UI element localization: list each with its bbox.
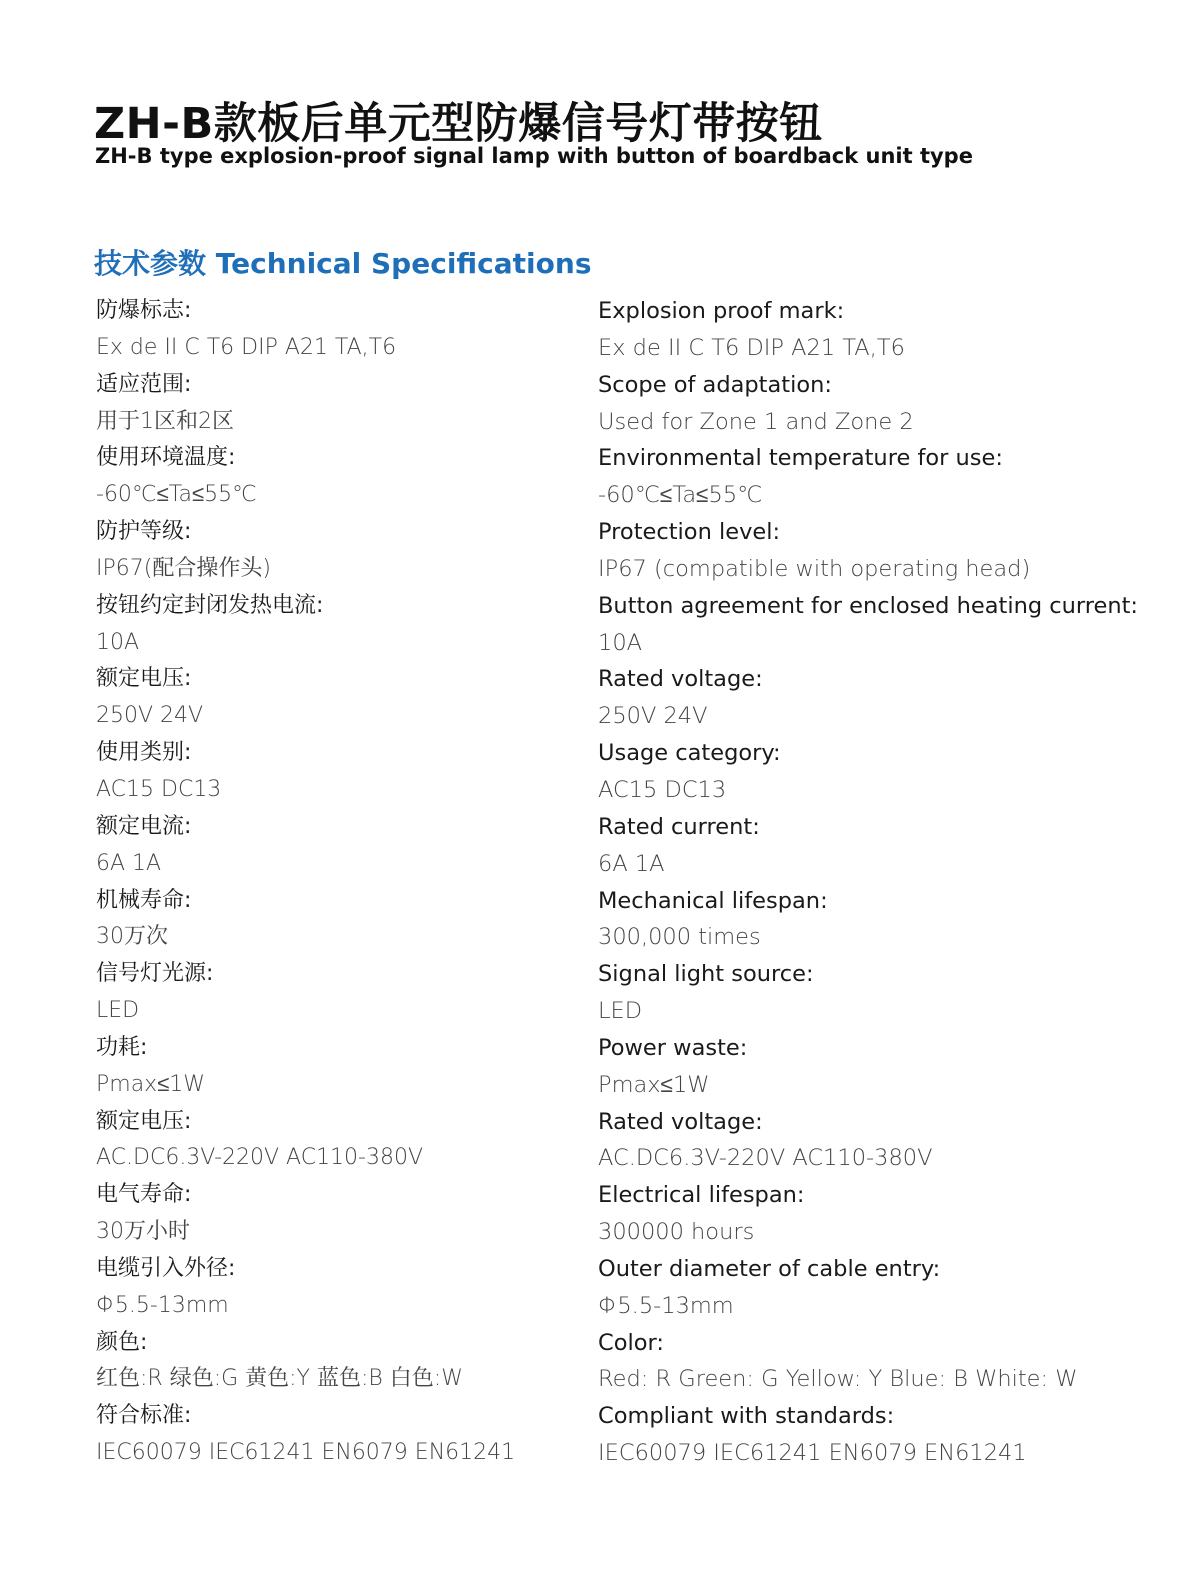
- spec-value: LED: [598, 998, 643, 1025]
- spec-row: [598, 293, 1188, 367]
- spec-row: [96, 293, 656, 367]
- spec-value: 300000 hours: [598, 1219, 755, 1246]
- spec-label: 额定电流:: [96, 813, 192, 839]
- spec-row: [598, 367, 1188, 441]
- spec-value: IEC60079 IEC61241 EN6079 EN61241: [96, 1440, 516, 1466]
- spec-value: IEC60079 IEC61241 EN6079 EN61241: [598, 1440, 1027, 1467]
- spec-label: Button agreement for enclosed heating current:: [598, 592, 1139, 619]
- spec-value: Φ5.5-13mm: [598, 1292, 734, 1319]
- spec-value: 30万次: [96, 924, 168, 950]
- spec-row: [598, 1251, 1188, 1325]
- spec-row: [598, 661, 1188, 735]
- spec-value: Ex de II C T6 DIP A21 TA,T6: [598, 334, 905, 361]
- specs-column-zh: [96, 293, 656, 1472]
- spec-label: 颜色:: [96, 1329, 148, 1355]
- section-title: 技术参数 Technical Specifications: [94, 247, 592, 280]
- spec-row: [96, 809, 656, 883]
- spec-label: Protection level:: [598, 519, 781, 546]
- spec-label: 适应范围:: [96, 371, 192, 397]
- spec-row: [96, 956, 656, 1030]
- spec-value: 10A: [96, 629, 140, 655]
- spec-row: [96, 1325, 656, 1399]
- spec-label: Power waste:: [598, 1034, 748, 1061]
- spec-row: [598, 1325, 1188, 1399]
- spec-label: Rated voltage:: [598, 666, 763, 693]
- spec-label: Outer diameter of cable entry:: [598, 1255, 941, 1282]
- spec-value: 6A 1A: [598, 850, 665, 877]
- spec-value: 30万小时: [96, 1219, 190, 1245]
- spec-label: 额定电压:: [96, 666, 192, 692]
- page-title-zh: ZH-B款板后单元型防爆信号灯带按钮: [94, 99, 823, 149]
- spec-value: -60℃≤Ta≤55℃: [598, 482, 763, 509]
- spec-label: 使用类别:: [96, 740, 192, 766]
- spec-row: [598, 514, 1188, 588]
- spec-value: AC.DC6.3V-220V AC110-380V: [598, 1145, 933, 1172]
- spec-label: Compliant with standards:: [598, 1403, 895, 1430]
- spec-label: Rated current:: [598, 813, 760, 840]
- spec-label: 按钮约定封闭发热电流:: [96, 592, 324, 618]
- spec-label: Scope of adaptation:: [598, 371, 832, 398]
- spec-value: AC15 DC13: [598, 776, 727, 803]
- spec-row: [598, 809, 1188, 883]
- spec-value: Pmax≤1W: [598, 1071, 710, 1098]
- spec-row: [598, 1030, 1188, 1104]
- spec-label: 信号灯光源:: [96, 961, 214, 987]
- spec-row: [96, 1030, 656, 1104]
- spec-value: Ex de II C T6 DIP A21 TA,T6: [96, 334, 397, 360]
- spec-row: [96, 1177, 656, 1251]
- spec-value: AC.DC6.3V-220V AC110-380V: [96, 1145, 424, 1171]
- spec-value: IP67(配合操作头): [96, 555, 271, 581]
- spec-label: Rated voltage:: [598, 1108, 763, 1135]
- spec-label: 使用环境温度:: [96, 445, 236, 471]
- spec-row: [598, 735, 1188, 809]
- spec-row: [96, 514, 656, 588]
- spec-label: 功耗:: [96, 1034, 148, 1060]
- page-title-en: ZH-B type explosion-proof signal lamp with button of boardback unit type: [95, 144, 973, 168]
- spec-row: [96, 735, 656, 809]
- spec-row: [96, 440, 656, 514]
- spec-label: 防护等级:: [96, 519, 192, 545]
- spec-row: [598, 1177, 1188, 1251]
- spec-value: 10A: [598, 629, 643, 656]
- spec-value: 250V 24V: [96, 703, 204, 729]
- spec-label: 符合标准:: [96, 1403, 192, 1429]
- spec-label: Electrical lifespan:: [598, 1182, 805, 1209]
- spec-row: [96, 1104, 656, 1178]
- spec-value: 250V 24V: [598, 703, 708, 730]
- specs-column-en: [598, 293, 1188, 1472]
- spec-row: [598, 1104, 1188, 1178]
- spec-label: Color:: [598, 1329, 664, 1356]
- spec-value: AC15 DC13: [96, 776, 222, 802]
- spec-value: 用于1区和2区: [96, 408, 234, 434]
- spec-value: Red: R Green: G Yellow: Y Blue: B White: W: [598, 1366, 1078, 1393]
- spec-row: [96, 1251, 656, 1325]
- spec-row: [598, 588, 1188, 662]
- spec-label: 电气寿命:: [96, 1182, 192, 1208]
- spec-value: 6A 1A: [96, 850, 162, 876]
- spec-row: [598, 440, 1188, 514]
- spec-label: 机械寿命:: [96, 887, 192, 913]
- spec-row: [96, 661, 656, 735]
- spec-value: Pmax≤1W: [96, 1071, 206, 1097]
- spec-label: Explosion proof mark:: [598, 298, 845, 324]
- spec-value: 300,000 times: [598, 924, 761, 951]
- spec-row: [96, 367, 656, 441]
- spec-value: Φ5.5-13mm: [96, 1292, 229, 1318]
- spec-row: [598, 883, 1188, 957]
- spec-row: [96, 1398, 656, 1472]
- spec-value: 红色:R 绿色:G 黄色:Y 蓝色:B 白色:W: [96, 1366, 463, 1392]
- spec-label: Mechanical lifespan:: [598, 887, 828, 914]
- spec-value: -60℃≤Ta≤55℃: [96, 482, 257, 508]
- spec-value: Used for Zone 1 and Zone 2: [598, 408, 914, 435]
- spec-value: LED: [96, 998, 140, 1024]
- spec-label: Signal light source:: [598, 961, 814, 988]
- spec-label: 防爆标志:: [96, 298, 192, 323]
- spec-label: Usage category:: [598, 740, 781, 767]
- spec-row: [598, 1398, 1188, 1472]
- spec-label: 额定电压:: [96, 1108, 192, 1134]
- spec-row: [96, 883, 656, 957]
- spec-row: [598, 956, 1188, 1030]
- spec-label: 电缆引入外径:: [96, 1255, 236, 1281]
- spec-label: Environmental temperature for use:: [598, 445, 1003, 472]
- spec-row: [96, 588, 656, 662]
- spec-value: IP67 (compatible with operating head): [598, 555, 1031, 582]
